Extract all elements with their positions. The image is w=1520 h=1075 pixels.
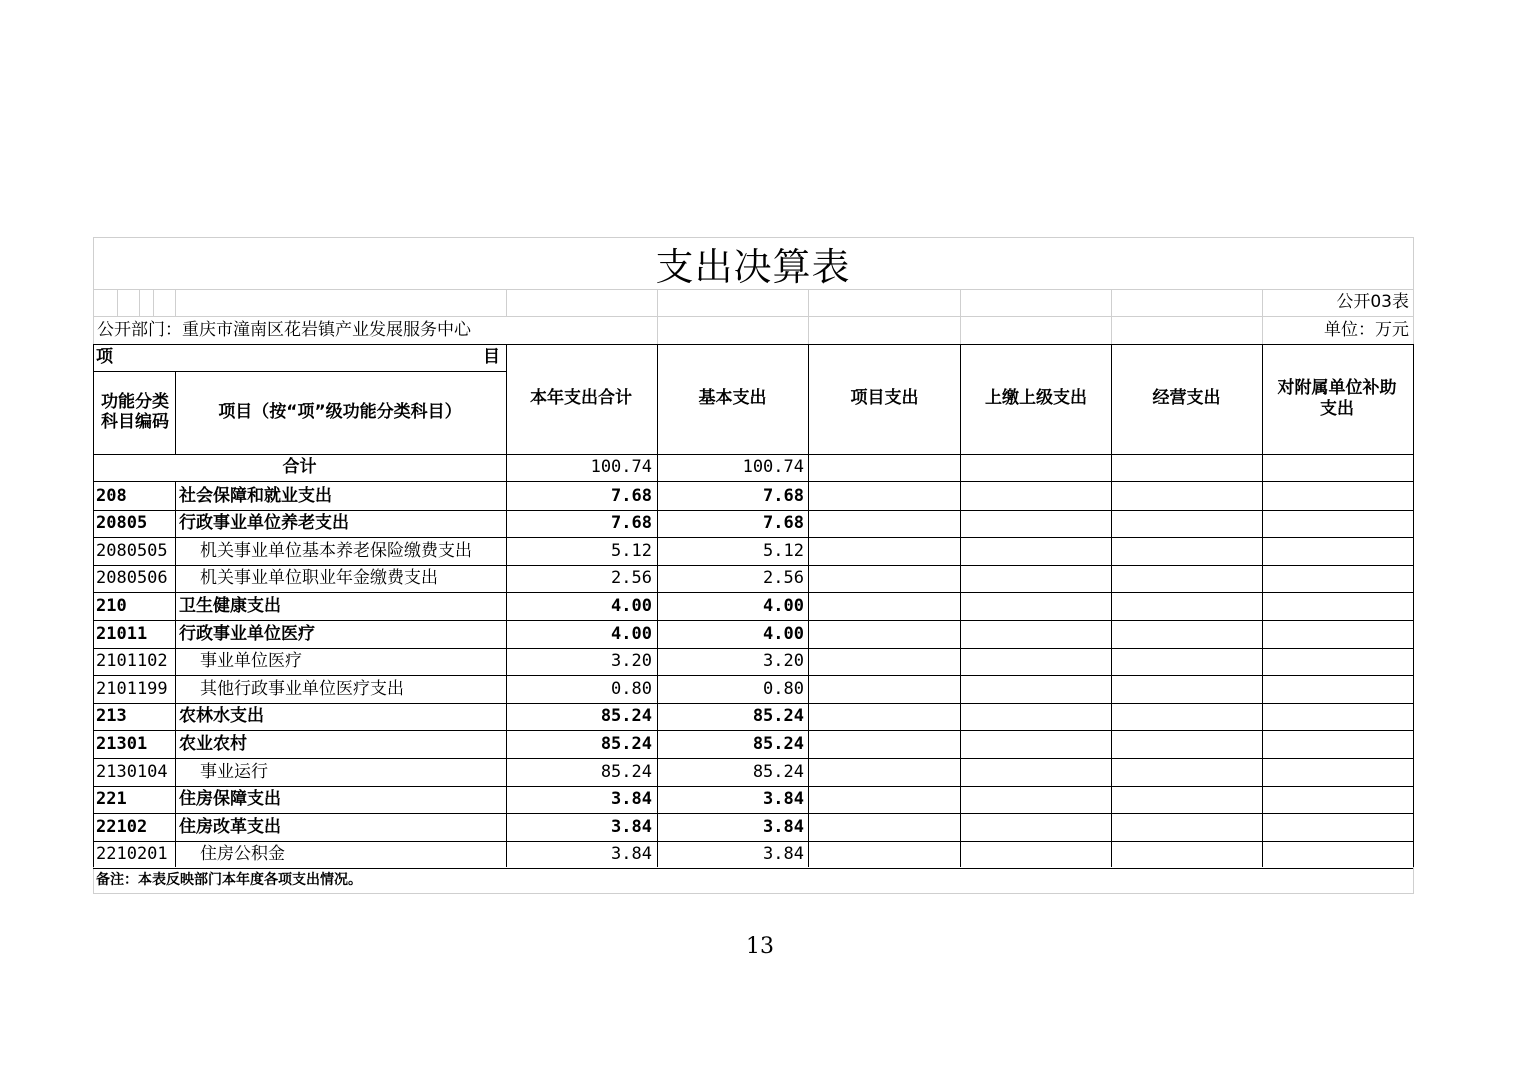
grid-line <box>657 344 658 867</box>
row-total: 2.56 <box>611 568 652 589</box>
grid-line <box>93 703 1413 704</box>
expenditure-table <box>93 237 1413 894</box>
grid-line <box>960 344 961 867</box>
row-name: 行政事业单位养老支出 <box>179 513 349 534</box>
grid-line <box>808 316 809 344</box>
row-total: 4.00 <box>611 623 652 644</box>
row-basic: 4.00 <box>763 623 804 644</box>
grid-line <box>1262 344 1263 867</box>
header-subsidy: 对附属单位补助支出 <box>1277 378 1397 419</box>
row-code: 2101102 <box>96 651 168 672</box>
grid-line <box>93 786 1413 787</box>
grid-line <box>93 592 1413 593</box>
row-code: 208 <box>96 485 127 506</box>
grid-line <box>93 841 1413 842</box>
row-total: 4.00 <box>611 595 652 616</box>
grid-line <box>93 510 1413 511</box>
row-code: 213 <box>96 706 127 727</box>
grid-line <box>960 316 961 344</box>
header-code: 功能分类科目编码 <box>101 391 169 432</box>
grid-line <box>808 344 809 867</box>
grid-line <box>1262 289 1263 316</box>
row-basic: 5.12 <box>763 540 804 561</box>
grid-line <box>93 454 1413 455</box>
grid-line <box>657 289 658 316</box>
header-total: 本年支出合计 <box>530 388 632 409</box>
grid-line <box>175 289 176 316</box>
row-name: 事业运行 <box>200 761 268 782</box>
grid-line <box>93 868 1413 869</box>
grid-line <box>93 316 1413 317</box>
grid-line <box>93 289 1413 290</box>
row-basic: 85.24 <box>752 761 804 782</box>
row-name: 机关事业单位职业年金缴费支出 <box>200 568 438 589</box>
grid-line <box>93 371 506 372</box>
grid-line <box>1111 289 1112 316</box>
row-code: 221 <box>96 789 127 810</box>
grid-line <box>808 289 809 316</box>
row-basic: 3.84 <box>763 816 804 837</box>
row-basic: 7.68 <box>763 513 804 534</box>
grid-line <box>93 344 1413 345</box>
row-name: 住房改革支出 <box>179 816 281 837</box>
grid-line <box>1413 344 1414 867</box>
row-basic: 3.84 <box>763 844 804 865</box>
row-basic: 2.56 <box>763 568 804 589</box>
grid-line <box>93 893 1413 894</box>
row-total: 7.68 <box>611 513 652 534</box>
grid-line <box>175 481 176 867</box>
row-basic: 3.84 <box>763 789 804 810</box>
grid-line <box>93 565 1413 566</box>
row-basic: 0.80 <box>763 678 804 699</box>
grid-line <box>1111 344 1112 867</box>
row-name: 卫生健康支出 <box>179 595 281 616</box>
row-total: 85.24 <box>600 761 652 782</box>
grid-line <box>93 620 1413 621</box>
grid-line <box>93 344 94 867</box>
grid-line <box>175 371 176 454</box>
table-title: 支出决算表 <box>655 244 851 289</box>
row-name: 住房保障支出 <box>179 789 281 810</box>
row-name: 社会保障和就业支出 <box>179 485 332 506</box>
row-name: 住房公积金 <box>200 844 285 865</box>
grid-line <box>657 316 658 344</box>
row-basic: 7.68 <box>763 485 804 506</box>
row-code: 2101199 <box>96 678 168 699</box>
row-code: 210 <box>96 595 127 616</box>
total-row-total: 100.74 <box>590 457 652 478</box>
row-name: 农业农村 <box>179 733 247 754</box>
row-code: 2080506 <box>96 568 168 589</box>
department-label: 公开部门：重庆市潼南区花岩镇产业发展服务中心 <box>97 319 471 340</box>
row-code: 21301 <box>96 733 148 754</box>
row-basic: 4.00 <box>763 595 804 616</box>
row-total: 85.24 <box>600 706 652 727</box>
grid-line <box>93 758 1413 759</box>
row-name: 机关事业单位基本养老保险缴费支出 <box>200 540 472 561</box>
row-code: 20805 <box>96 513 148 534</box>
row-name: 行政事业单位医疗 <box>179 623 315 644</box>
unit-label: 单位：万元 <box>1324 319 1409 340</box>
row-name: 事业单位医疗 <box>200 651 302 672</box>
total-row-label: 合计 <box>282 457 317 478</box>
row-total: 85.24 <box>600 733 652 754</box>
form-number: 公开03表 <box>1336 292 1409 313</box>
header-name: 项目（按“项”级功能分类科目） <box>218 401 462 422</box>
row-name: 农林水支出 <box>179 706 264 727</box>
grid-line <box>506 289 507 316</box>
row-code: 2080505 <box>96 540 168 561</box>
grid-line <box>93 675 1413 676</box>
table-note: 备注：本表反映部门本年度各项支出情况。 <box>96 871 362 888</box>
total-row-basic: 100.74 <box>742 457 804 478</box>
grid-line <box>153 289 154 316</box>
row-basic: 85.24 <box>752 733 804 754</box>
row-name: 其他行政事业单位医疗支出 <box>200 678 404 699</box>
grid-line <box>93 648 1413 649</box>
grid-line <box>1262 316 1263 344</box>
grid-line <box>960 289 961 316</box>
grid-line <box>93 537 1413 538</box>
row-code: 2130104 <box>96 761 168 782</box>
header-item-end: 目 <box>483 347 500 368</box>
grid-line <box>93 813 1413 814</box>
grid-line <box>506 344 507 867</box>
row-total: 3.84 <box>611 789 652 810</box>
header-project: 项目支出 <box>850 388 919 409</box>
header-upper: 上缴上级支出 <box>985 388 1087 409</box>
grid-line <box>139 289 140 316</box>
row-total: 3.20 <box>611 651 652 672</box>
grid-line <box>93 237 1413 238</box>
row-code: 21011 <box>96 623 148 644</box>
row-total: 7.68 <box>611 485 652 506</box>
header-business: 经营支出 <box>1152 388 1221 409</box>
grid-line <box>117 289 118 316</box>
row-total: 5.12 <box>611 540 652 561</box>
header-item: 项 <box>96 347 113 368</box>
row-total: 3.84 <box>611 844 652 865</box>
grid-line <box>1111 316 1112 344</box>
row-basic: 85.24 <box>752 706 804 727</box>
row-total: 0.80 <box>611 678 652 699</box>
row-total: 3.84 <box>611 816 652 837</box>
row-code: 2210201 <box>96 844 168 865</box>
row-basic: 3.20 <box>763 651 804 672</box>
row-code: 22102 <box>96 816 148 837</box>
grid-line <box>93 481 1413 482</box>
header-basic: 基本支出 <box>698 388 767 409</box>
grid-line <box>93 730 1413 731</box>
page-number: 13 <box>746 934 774 959</box>
